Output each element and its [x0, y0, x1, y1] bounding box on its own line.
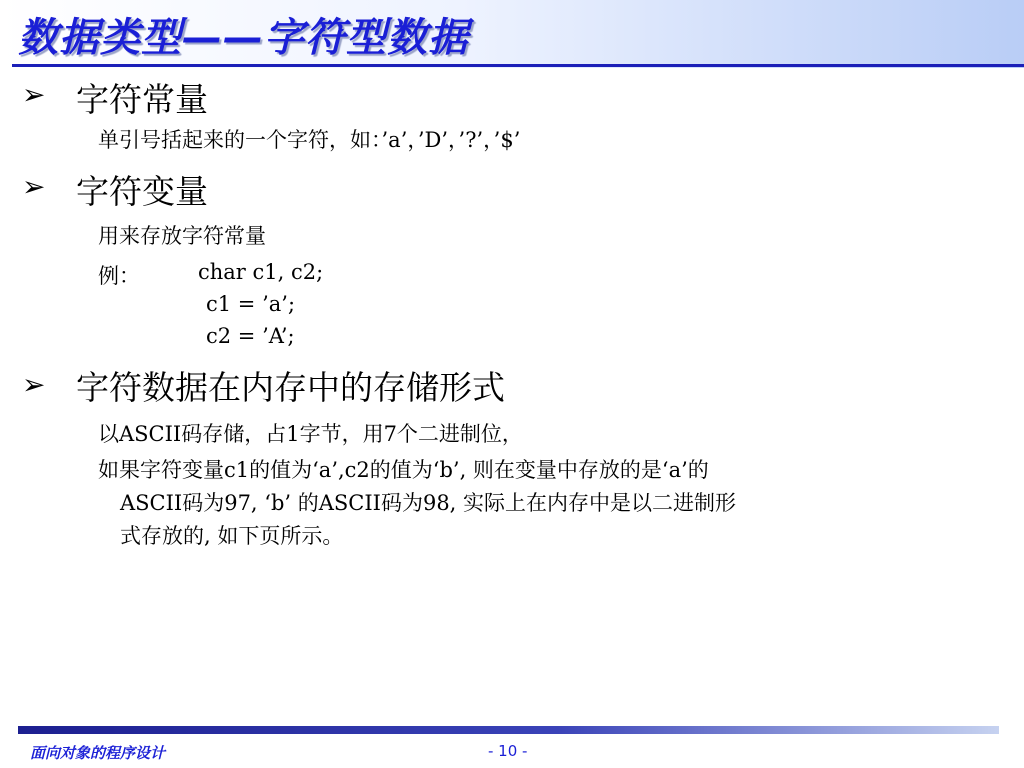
example-label: 例： [98, 264, 140, 288]
text-line: 如果字符变量c1的值为‘a’,c2的值为‘b’, 则在变量中存放的是‘a’的 [98, 458, 709, 482]
slide-title: 数据类型——字符型数据 [18, 15, 469, 61]
bullet-arrow-icon: ➢ [22, 368, 46, 401]
text-line: 式存放的, 如下页所示。 [120, 524, 344, 548]
text-line: ASCII码为97, ‘b’ 的ASCII码为98, 实际上在内存中是以二进制形 [120, 491, 737, 515]
text-line: 单引号括起来的一个字符，如：’a’，’D’，’?’，’$’ [98, 128, 521, 152]
text-line: 以ASCII码存储，占1字节，用7个二进制位， [98, 422, 523, 446]
code-line: char c1, c2; [198, 260, 324, 284]
code-line: c2 = ’A’; [206, 324, 295, 348]
page-number: - 10 - [488, 742, 528, 760]
bullet-arrow-icon: ➢ [22, 78, 46, 111]
bullet-arrow-icon: ➢ [22, 170, 46, 203]
section-heading-storage-form: 字符数据在内存中的存储形式 [76, 368, 505, 407]
section-heading-char-variable: 字符变量 [76, 172, 208, 211]
code-line: c1 = ’a’; [206, 292, 296, 316]
section-heading-char-constant: 字符常量 [76, 80, 208, 119]
text-line: 用来存放字符常量 [98, 224, 266, 248]
title-underline [12, 64, 1024, 67]
footer-course-title: 面向对象的程序设计 [30, 744, 166, 762]
footer-bar [18, 726, 999, 734]
